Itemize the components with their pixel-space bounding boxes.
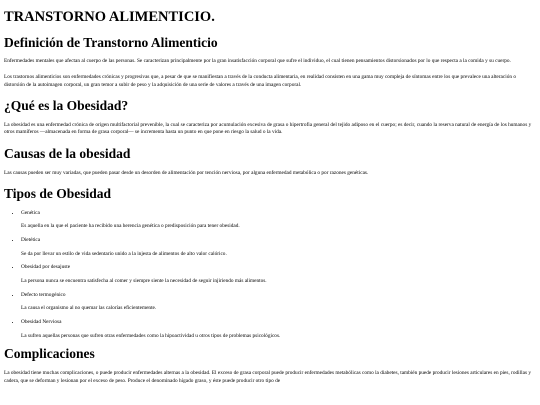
paragraph-definicion-1: Enfermedades mentales que afectan al cuerpo de las personas. Se caracterizan principalmente por la gran insatisfacción corporal que sufre el individuo, el cual tienen pensamientos distorsionados por lo que respecta a la comida y su cuerpo. xyxy=(4,58,511,65)
heading-complicaciones: Complicaciones xyxy=(4,346,95,362)
heading-causas: Causas de la obesidad xyxy=(4,146,131,162)
type-description: Se da por llevar un estilo de vida sedentario unido a la injesta de alimentos de alto valor calórico. xyxy=(21,250,227,257)
list-item xyxy=(21,210,536,231)
type-name: Dietética xyxy=(21,237,41,244)
paragraph-obesidad: La obesidad es una enfermedad crónica de origen multifactorial prevenible, la cual se caracteriza por acumulación excesiva de grasa o hipertrofia general del tejido adiposo en el cuerpo; es decir, cuando la reserva natural de energía de los humanos y otros mamíferos —almacenada en forma de grasa corporal— se incrementa hasta un punto en que pone en riesgo la salud o la vida. xyxy=(4,121,532,136)
type-description: La causa el organismo al no quemar las calorías eficientemente. xyxy=(21,305,157,312)
type-name: Obesidad Nerviosa xyxy=(21,319,62,326)
paragraph-definicion-2: Los trastornos alimenticios son enfermedades crónicas y progresivas que, a pesar de que se manifiestan a través de la conducta alimentaria, en realidad consisten en una gama muy compleja de síntomas entre los que prevalece una alteración o distorsión de la autoimagen corporal, un gran temor a subir de peso y la adquisición de una serie de valores a través de una imagen corporal. xyxy=(4,73,516,88)
type-name: Defecto termogénico xyxy=(21,291,66,298)
heading-tipos: Tipos de Obesidad xyxy=(4,186,112,202)
heading-obesidad: ¿Qué es la Obesidad? xyxy=(4,98,129,114)
type-description: La sufren aquellas personas que sufren otras enfermedades como la hipoactividad u otros tipos de problemas psicológicos. xyxy=(21,332,281,339)
type-name: Obesidad por desajuste xyxy=(21,264,71,271)
list-item xyxy=(21,264,536,285)
list-item xyxy=(21,292,536,313)
list-item xyxy=(21,319,536,340)
type-description: Es aquella en la que el paciente ha recibido una herencia genética o predisposición para tener obesidad. xyxy=(21,223,240,230)
page-title: TRANSTORNO ALIMENTICIO. xyxy=(4,9,215,25)
types-list xyxy=(4,210,536,341)
heading-definicion: Definición de Transtorno Alimenticio xyxy=(4,34,218,50)
list-item xyxy=(21,237,536,258)
paragraph-causas: Las causas pueden ser muy variadas, que pueden pasar desde un desorden de alimentación por tención nerviosa, por alguna enfermedad metabólica o por razones genéticas. xyxy=(4,169,369,176)
type-name: Genética xyxy=(21,209,40,216)
paragraph-complicaciones: La obesidad tiene muchas complicaciones, o puede producir enfermedades alternas a la obesidad. El exceso de grasa corporal puede producir enfermedades metabólicas como la diabetes, también puede producir lesiones articulares en pies, rodillas y cadera, que se deforman y lesionan por el exceso de peso. Produce el denominado hígado graso, y éste puede producir otro tipo de xyxy=(4,370,531,384)
type-description: La persona nunca se encuentra satisfecha al comer y siempre siente la necesidad de seguir injiriendo más alimentos. xyxy=(21,278,267,285)
